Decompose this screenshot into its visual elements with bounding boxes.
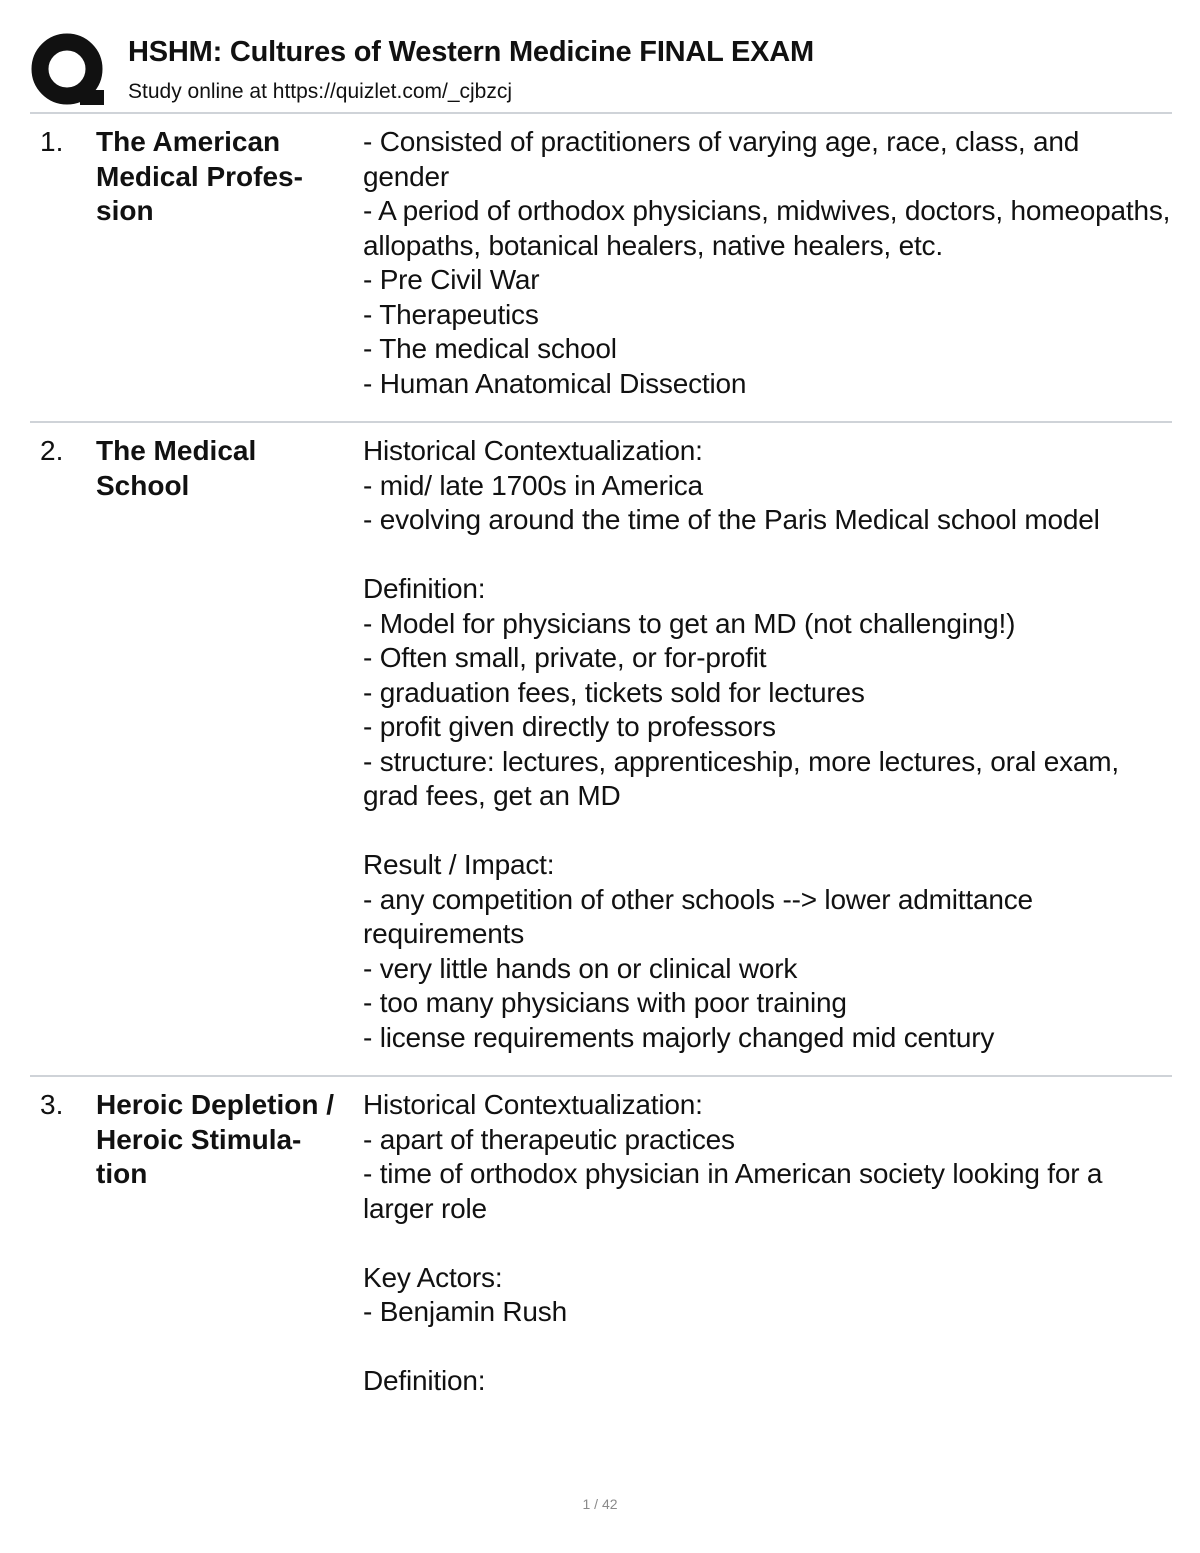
card-term: Heroic Depletion / Heroic Stimula- tion: [96, 1089, 335, 1189]
card-definition: Historical Contextualization: - apart of therapeutic practices - time of orthodox physician in American society looking for a larger role Key Actors: - Benjamin Rush Definition:: [363, 1089, 1103, 1396]
document-title: HSHM: Cultures of Western Medicine FINAL EXAM: [128, 36, 814, 68]
card-number: 1.: [40, 126, 64, 157]
page-number: 1 / 42: [582, 1496, 618, 1512]
card-definition: - Consisted of practitioners of varying age, race, class, and gender - A period of orthodox physicians, midwives, doctors, homeopaths, allopaths, botanical healers, native healers, etc. - Pre Civil War - Therapeutics - The medical school - Human Anatomical Dissection: [363, 126, 1171, 399]
card-number: 3.: [40, 1089, 64, 1120]
card-number: 2.: [40, 435, 64, 466]
document-header: [30, 32, 1172, 112]
flashcard-list: [30, 114, 1172, 1419]
card-term: The American Medical Profes- sion: [96, 126, 303, 226]
flashcard-row: [30, 1077, 1172, 1419]
card-definition: Historical Contextualization: - mid/ late 1700s in America - evolving around the time of the Paris Medical school model Definition: - Model for physicians to get an MD (not challenging!) - Often small, private, or for-profit - graduation fees, tickets sold for lectures - profit given directly to professors - structure: lectures, apprenticeship, more lectures, oral exam, grad fees, get an MD Result / Impact: - any competition of other schools --> lower admittance requirements - very little hands on or clinical work - too many physicians with poor training - license requirements majorly changed mid century: [363, 435, 1119, 1053]
flashcard-row: [30, 423, 1172, 1077]
flashcard-row: [30, 114, 1172, 423]
study-online-link-text: Study online at https://quizlet.com/_cjbzcj: [128, 80, 513, 103]
quizlet-q-logo-icon: [30, 32, 106, 108]
card-term: The Medical School: [96, 435, 257, 501]
